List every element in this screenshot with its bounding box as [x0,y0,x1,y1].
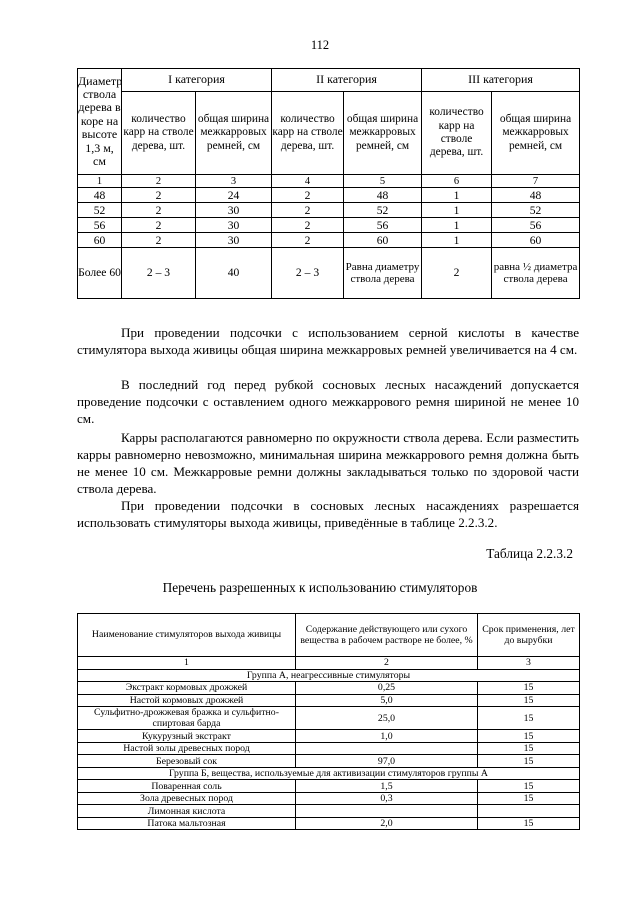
table-cell: 52 [492,203,580,218]
cuts-table [77,68,580,299]
table-row [78,203,580,218]
table-cell: 30 [196,203,272,218]
column-number: 3 [478,657,580,670]
table-cell: 56 [344,218,422,233]
table-cell: 0,25 [296,682,478,695]
subheader-cell: общая ширина межкарровых ремней, см [492,92,580,175]
category-2-header: II категория [272,69,422,92]
table-cell: 2 – 3 [272,248,344,299]
table-cell: Зола древесных пород [78,792,296,805]
table-cell: Кукурузный экстракт [78,730,296,743]
paragraph: Карры располагаются равномерно по окружности ствола дерева. Если разместить карры равномерно невозможно, минимальная ширина межкаррового ремня должна быть не менее 10 см. Межкарровые ремни должны закладываться только по здоровой части ствола дерева. [77,430,579,496]
table-cell: 15 [478,792,580,805]
table-cell: 56 [78,218,122,233]
table-row [78,218,580,233]
column-number: 5 [344,175,422,188]
table-cell [478,805,580,818]
table-cell: Более 60 [78,248,122,299]
subheader-cell: общая ширина межкарровых ремней, см [196,92,272,175]
table-row [78,780,580,793]
table-cell: 24 [196,188,272,203]
column-number-row [78,657,580,670]
group-a-heading: Группа А, неагрессивные стимуляторы [78,669,580,682]
table-row [78,682,580,695]
table-cell: 40 [196,248,272,299]
column-number: 3 [196,175,272,188]
page-number: 112 [310,38,330,52]
table-cell: 48 [78,188,122,203]
table-cell: 1 [422,188,492,203]
table-cell: Настой кормовых дрожжей [78,694,296,707]
table-cell: 60 [78,233,122,248]
table-cell: 2 [272,218,344,233]
category-3-header: III категория [422,69,580,92]
table-cell: Равна диаметру ствола дерева [344,248,422,299]
stimulators-table [77,613,580,830]
table-cell [296,805,478,818]
table-cell: 2 [272,188,344,203]
table-cell: 5,0 [296,694,478,707]
table-cell: 2,0 [296,817,478,830]
table-cell: 15 [478,730,580,743]
table-cell: 1 [422,233,492,248]
table-cell: Лимонная кислота [78,805,296,818]
table-cell: 15 [478,694,580,707]
table-row [78,707,580,730]
table-cell: 2 [272,203,344,218]
table-row [78,742,580,755]
table-cell: 52 [78,203,122,218]
table-cell: 60 [344,233,422,248]
table-cell: 30 [196,233,272,248]
column-number: 7 [492,175,580,188]
subheader-cell: общая ширина межкарровых ремней, см [344,92,422,175]
table-row [78,730,580,743]
table-row [78,805,580,818]
table-cell: 0,3 [296,792,478,805]
table-cell: 1,5 [296,780,478,793]
table-cell: Патока мальтозная [78,817,296,830]
table-cell: 2 [422,248,492,299]
table-cell: 15 [478,707,580,730]
table-cell: 2 [122,188,196,203]
table-reference: Таблица 2.2.3.2 [486,546,573,561]
column-number-row [78,175,580,188]
column-number: 2 [122,175,196,188]
column-number: 1 [78,175,122,188]
table-cell: 1 [422,218,492,233]
table-cell: Настой золы древесных пород [78,742,296,755]
diameter-header: Диаметр ствола дерева в коре на высоте 1,3 м, см [78,69,122,175]
table-cell: Сульфитно-дрожжевая бражка и сульфитно-спиртовая барда [78,707,296,730]
table-cell: равна ½ диаметра ствола дерева [492,248,580,299]
subheader-cell: количество карр на стволе дерева, шт. [422,92,492,175]
table-row [78,792,580,805]
column-number: 1 [78,657,296,670]
column-number: 6 [422,175,492,188]
table-cell: 2 [122,203,196,218]
table-cell: 56 [492,218,580,233]
header-cell: Наименование стимуляторов выхода живицы [78,614,296,657]
table-cell: 30 [196,218,272,233]
column-number: 4 [272,175,344,188]
group-row [78,669,580,682]
subheader-cell: количество карр на стволе дерева, шт. [122,92,196,175]
table-row [78,233,580,248]
table-cell: 15 [478,817,580,830]
table-cell: 2 [122,218,196,233]
table-cell [296,742,478,755]
table-cell: Березовый сок [78,755,296,768]
table-cell: 15 [478,742,580,755]
header-row [78,614,580,657]
table-cell: 48 [344,188,422,203]
table-cell: 2 – 3 [122,248,196,299]
table-title: Перечень разрешенных к использованию стимуляторов [162,580,478,595]
table-cell: 2 [122,233,196,248]
table-row [78,694,580,707]
table-cell: 97,0 [296,755,478,768]
table-cell: 15 [478,755,580,768]
table-cell: Экстракт кормовых дрожжей [78,682,296,695]
table-cell: 15 [478,780,580,793]
group-b-heading: Группа Б, вещества, используемые для активизации стимуляторов группы А [78,767,580,780]
header-cell: Содержание действующего или сухого вещества в рабочем растворе не более, % [296,614,478,657]
group-row [78,767,580,780]
subheader-cell: количество карр на стволе дерева, шт. [272,92,344,175]
table-row [78,817,580,830]
paragraph: При проведении подсочки в сосновых лесных насаждениях разрешается использовать стимуляторы выхода живицы, приведённые в таблице 2.2.3.2. [77,498,579,530]
table-cell: 15 [478,682,580,695]
column-number: 2 [296,657,478,670]
header-cell: Срок применения, лет до вырубки [478,614,580,657]
table-cell: 52 [344,203,422,218]
paragraph: В последний год перед рубкой сосновых лесных насаждений допускается проведение подсочки с оставлением одного межкаррового ремня шириной не менее 10 см. [77,377,579,426]
table-cell: 48 [492,188,580,203]
table-cell: 60 [492,233,580,248]
category-1-header: I категория [122,69,272,92]
table-row [78,755,580,768]
table-cell: 2 [272,233,344,248]
table-row [78,248,580,299]
paragraph: При проведении подсочки с использованием серной кислоты в качестве стимулятора выхода живицы общая ширина межкарровых ремней увеличивается на 4 см. [77,325,579,357]
table-cell: 25,0 [296,707,478,730]
table-cell: Поваренная соль [78,780,296,793]
table-cell: 1,0 [296,730,478,743]
table-cell: 1 [422,203,492,218]
table-row [78,188,580,203]
